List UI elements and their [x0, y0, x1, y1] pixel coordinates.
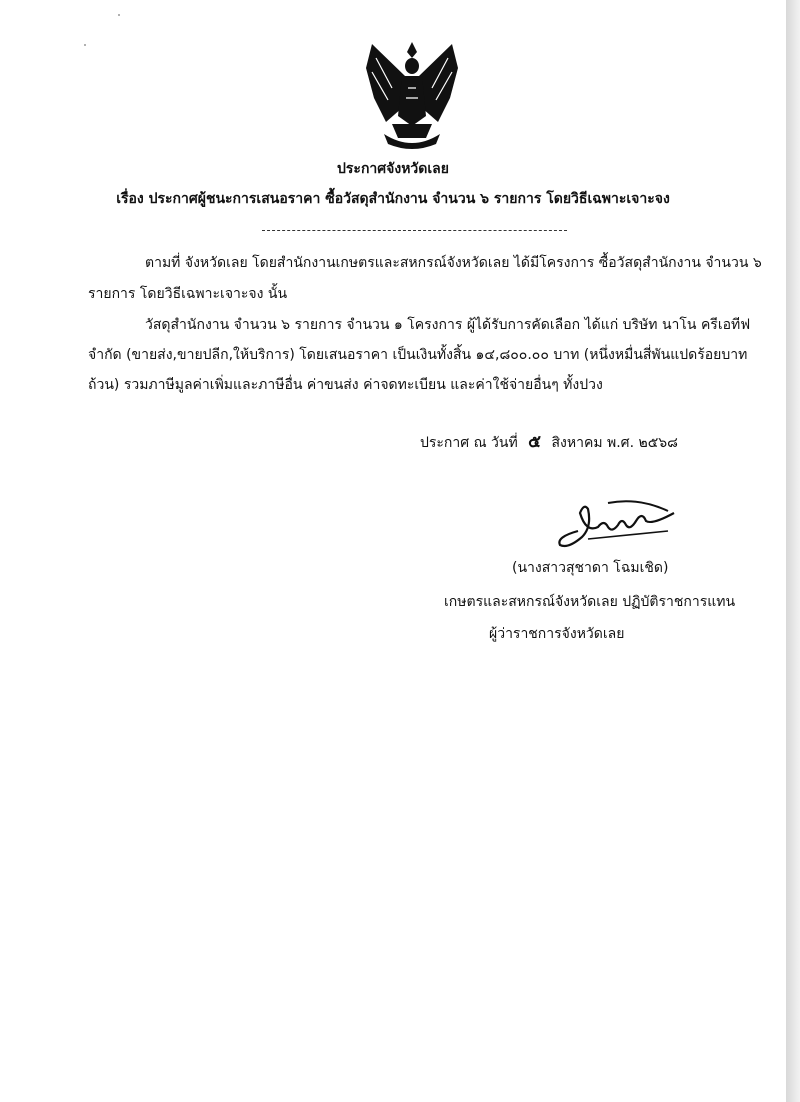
body-text: ถ้วน) รวมภาษีมูลค่าเพิ่มและภาษีอื่น ค่าขนส่ง ค่าจดทะเบียน และค่าใช้จ่ายอื่นๆ ทั้งปวง — [88, 377, 603, 393]
speck — [84, 44, 86, 46]
page-edge — [786, 0, 800, 1102]
body-text: รายการ โดยวิธีเฉพาะเจาะจง นั้น — [88, 286, 288, 302]
body-text: จำกัด (ขายส่ง,ขายปลีก,ให้บริการ) โดยเสนอราคา เป็นเงินทั้งสิ้น ๑๔,๘๐๐.๐๐ บาท (หนึ่งหมื่นสี่พันแปดร้อยบาท — [88, 347, 748, 363]
signatory-position: เกษตรและสหกรณ์จังหวัดเลย ปฏิบัติราชการแทน — [444, 594, 736, 610]
document-subject: เรื่อง ประกาศผู้ชนะการเสนอราคา ซื้อวัสดุสำนักงาน จำนวน ๖ รายการ โดยวิธีเฉพาะเจาะจง — [116, 191, 670, 207]
announcement-date — [420, 433, 678, 452]
divider — [262, 230, 567, 231]
document-title: ประกาศจังหวัดเลย — [337, 161, 449, 177]
speck — [118, 14, 120, 16]
garuda-emblem-icon — [362, 38, 462, 150]
date-day: ๕ — [528, 432, 542, 452]
body-text: ตามที่ จังหวัดเลย โดยสำนักงานเกษตรและสหกรณ์จังหวัดเลย ได้มีโครงการ ซื้อวัสดุสำนักงาน จำนวน ๖ — [145, 255, 762, 271]
signatory-position: ผู้ว่าราชการจังหวัดเลย — [489, 626, 625, 642]
date-prefix: ประกาศ ณ วันที่ — [420, 435, 518, 451]
date-month-year: สิงหาคม พ.ศ. ๒๕๖๘ — [551, 435, 678, 451]
body-text: วัสดุสำนักงาน จำนวน ๖ รายการ จำนวน ๑ โครงการ ผู้ได้รับการคัดเลือก ได้แก่ บริษัท นาโน ครีเอทีฟ — [145, 317, 751, 333]
signature — [548, 495, 688, 550]
signatory-name: (นางสาวสุชาดา โฉมเชิด) — [512, 560, 669, 576]
